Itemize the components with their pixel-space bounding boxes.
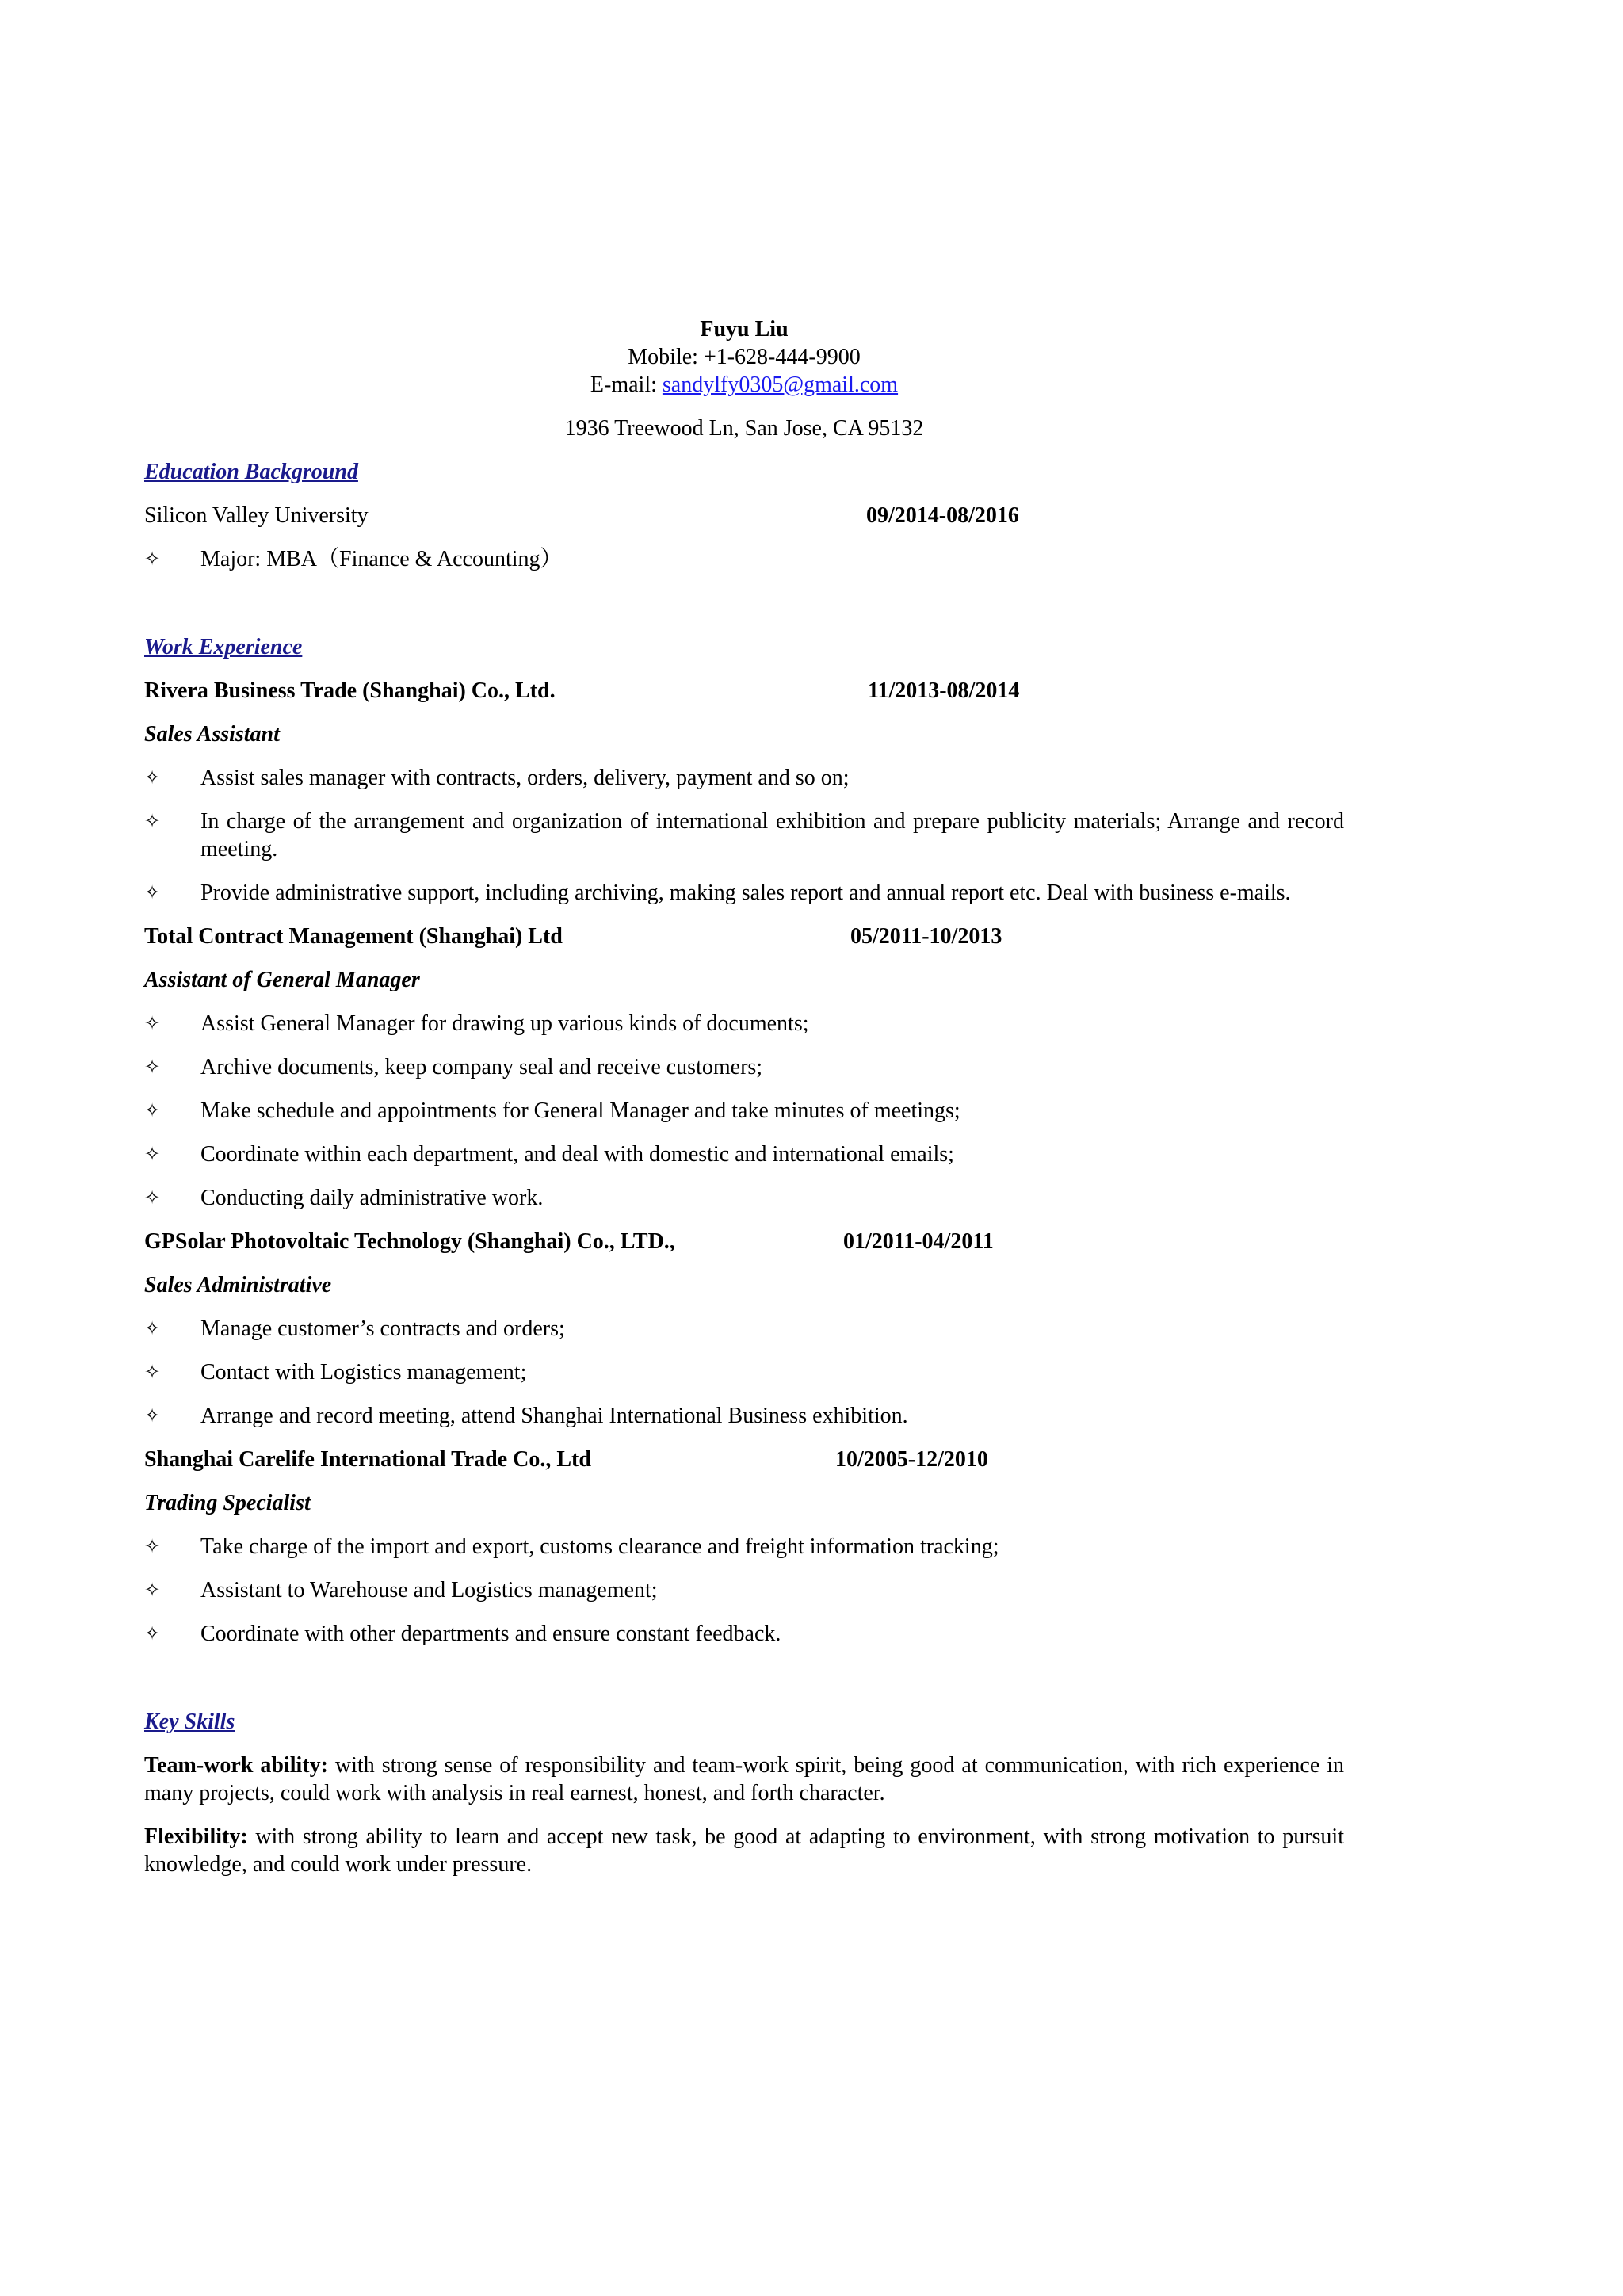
four-pointed-star-icon: ✧ (144, 881, 161, 904)
list-item: ✧ Major: MBA（Finance & Accounting） (144, 547, 563, 571)
four-pointed-star-icon: ✧ (144, 766, 161, 789)
skill-flexibility (144, 1823, 1344, 1878)
resume-page (144, 315, 1344, 1894)
school-name: Silicon Valley University (144, 503, 369, 528)
list-item: ✧ Make schedule and appointments for General Manager and take minutes of meetings; (144, 1098, 960, 1123)
list-item: ✧ Contact with Logistics management; (144, 1360, 527, 1385)
list-item: ✧ Coordinate with other departments and ensure constant feedback. (144, 1622, 781, 1646)
four-pointed-star-icon: ✧ (144, 1056, 161, 1078)
job-dates: 11/2013-08/2014 (868, 678, 1020, 703)
four-pointed-star-icon: ✧ (144, 810, 161, 832)
job-bullets (144, 1315, 1344, 1430)
four-pointed-star-icon: ✧ (144, 1535, 161, 1557)
mobile-number: Mobile: +1-628-444-9900 (628, 345, 861, 369)
company-name: GPSolar Photovoltaic Technology (Shanghai) Co., LTD., (144, 1229, 675, 1254)
job-dates: 05/2011-10/2013 (850, 924, 1002, 949)
four-pointed-star-icon: ✧ (144, 1143, 161, 1165)
skill-teamwork (144, 1752, 1344, 1807)
job-title: Assistant of General Manager (144, 968, 420, 992)
four-pointed-star-icon: ✧ (144, 1404, 161, 1427)
job-bullets (144, 764, 1344, 907)
education-section-title: Education Background (144, 460, 358, 484)
skill-label: Flexibility: (144, 1824, 248, 1849)
company-name: Rivera Business Trade (Shanghai) Co., Ltd. (144, 678, 556, 703)
email-link[interactable]: sandylfy0305@gmail.com (662, 372, 899, 397)
candidate-name: Fuyu Liu (700, 317, 789, 342)
job-bullets (144, 1010, 1344, 1212)
job-header-row (144, 1446, 1344, 1473)
four-pointed-star-icon: ✧ (144, 1579, 161, 1601)
skill-text: with strong sense of responsibility and team-work spirit, being good at communication, with rich experience in many projects, could work with analysis in real earnest, honest, and forth character. (144, 1753, 1345, 1805)
job-header-row (144, 923, 1344, 950)
email-label: E-mail: (590, 372, 663, 397)
list-item: ✧ Arrange and record meeting, attend Shanghai International Business exhibition. (144, 1404, 908, 1428)
skill-label: Team-work ability: (144, 1753, 328, 1778)
company-name: Total Contract Management (Shanghai) Ltd (144, 924, 563, 949)
education-school-row (144, 502, 1344, 529)
list-item: ✧ Archive documents, keep company seal and receive customers; (144, 1055, 763, 1079)
education-dates: 09/2014-08/2016 (866, 503, 1019, 528)
list-item: ✧ In charge of the arrangement and organization of international exhibition and prepare publicity materials; Arrange and record meeting. (144, 809, 1344, 861)
four-pointed-star-icon: ✧ (144, 1361, 161, 1383)
job-title: Sales Assistant (144, 722, 280, 747)
four-pointed-star-icon: ✧ (144, 1317, 161, 1339)
list-item: ✧ Take charge of the import and export, customs clearance and freight information tracking; (144, 1534, 999, 1559)
job-dates: 01/2011-04/2011 (843, 1229, 994, 1254)
job-title: Sales Administrative (144, 1273, 332, 1297)
four-pointed-star-icon: ✧ (144, 1099, 161, 1121)
resume-header (144, 315, 1344, 442)
list-item: ✧ Provide administrative support, including archiving, making sales report and annual report etc. Deal with business e-mails. (144, 881, 1291, 905)
job-header-row (144, 1228, 1344, 1255)
four-pointed-star-icon: ✧ (144, 1186, 161, 1209)
four-pointed-star-icon: ✧ (144, 1012, 161, 1034)
list-item: ✧ Conducting daily administrative work. (144, 1186, 544, 1210)
list-item: ✧ Assist sales manager with contracts, orders, delivery, payment and so on; (144, 766, 850, 790)
job-header-row (144, 677, 1344, 705)
job-title: Trading Specialist (144, 1491, 311, 1515)
skills-section-title: Key Skills (144, 1710, 235, 1734)
list-item: ✧ Manage customer’s contracts and orders; (144, 1316, 565, 1341)
company-name: Shanghai Carelife International Trade Co., Ltd (144, 1447, 591, 1472)
job-bullets (144, 1533, 1344, 1648)
list-item: ✧ Assist General Manager for drawing up various kinds of documents; (144, 1011, 809, 1036)
education-bullets (144, 545, 1344, 573)
job-dates: 10/2005-12/2010 (835, 1447, 988, 1472)
list-item: ✧ Assistant to Warehouse and Logistics management; (144, 1578, 658, 1603)
four-pointed-star-icon: ✧ (144, 548, 161, 570)
four-pointed-star-icon: ✧ (144, 1622, 161, 1645)
list-item: ✧ Coordinate within each department, and deal with domestic and international emails; (144, 1142, 954, 1167)
email-line (144, 371, 1344, 399)
home-address: 1936 Treewood Ln, San Jose, CA 95132 (564, 416, 924, 441)
skill-text: with strong ability to learn and accept new task, be good at adapting to environment, with strong motivation to pursuit knowledge, and could work under pressure. (144, 1824, 1344, 1877)
work-section-title: Work Experience (144, 635, 303, 659)
